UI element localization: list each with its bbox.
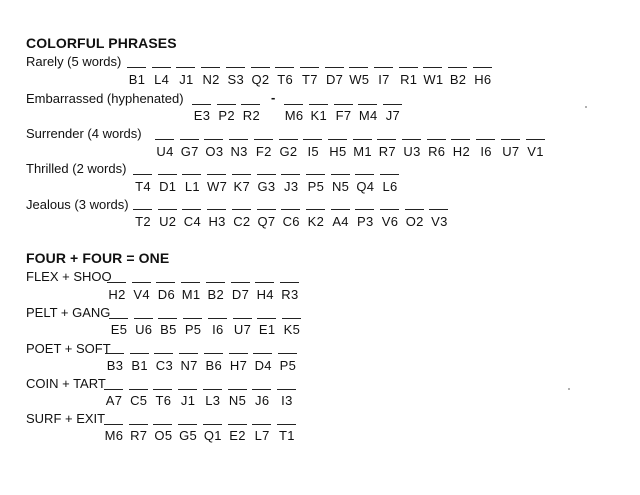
letter-code: B1 bbox=[128, 72, 146, 87]
letter-code: I7 bbox=[378, 72, 390, 87]
answer-blank bbox=[427, 139, 446, 140]
clue-label-rarely: Rarely (5 words) bbox=[26, 54, 122, 69]
letter-code: T4 bbox=[135, 179, 151, 194]
letter-code: M1 bbox=[181, 287, 201, 302]
letter-code: B3 bbox=[106, 358, 124, 373]
letter-code: R6 bbox=[428, 144, 446, 159]
answer-blank bbox=[133, 174, 152, 175]
answer-blank bbox=[232, 174, 251, 175]
answer-blank bbox=[280, 282, 299, 283]
answer-blank bbox=[153, 424, 172, 425]
answer-blank bbox=[107, 282, 126, 283]
answer-blank bbox=[423, 67, 442, 68]
answer-blank bbox=[217, 104, 236, 105]
letter-code: A7 bbox=[105, 393, 123, 408]
letter-code: U6 bbox=[135, 322, 153, 337]
answer-blank bbox=[277, 389, 296, 390]
letter-code: J1 bbox=[179, 72, 194, 87]
answer-blank bbox=[277, 424, 296, 425]
letter-code: Q2 bbox=[251, 72, 270, 87]
letter-code: L4 bbox=[154, 72, 170, 87]
letter-code: B5 bbox=[160, 322, 177, 337]
answer-blank bbox=[129, 389, 148, 390]
answer-blank bbox=[182, 174, 201, 175]
letter-code: V4 bbox=[133, 287, 150, 302]
answer-blank bbox=[331, 209, 350, 210]
letter-code: M4 bbox=[358, 108, 378, 123]
answer-blank bbox=[180, 139, 199, 140]
answer-blank bbox=[182, 209, 201, 210]
answer-blank bbox=[105, 353, 124, 354]
answer-blank bbox=[207, 174, 226, 175]
answer-blank bbox=[204, 353, 223, 354]
letter-code: E1 bbox=[258, 322, 276, 337]
letter-code: E5 bbox=[110, 322, 128, 337]
letter-code: D4 bbox=[254, 358, 272, 373]
letter-code: B2 bbox=[449, 72, 467, 87]
letter-code: K5 bbox=[283, 322, 301, 337]
section-title-four-plus-four: FOUR + FOUR = ONE bbox=[26, 250, 170, 266]
letter-code: I6 bbox=[480, 144, 492, 159]
letter-code: N5 bbox=[331, 179, 350, 194]
clue-label-pelt-gang: PELT + GANG bbox=[26, 305, 111, 320]
letter-code: C6 bbox=[282, 214, 300, 229]
clue-label-thrilled: Thrilled (2 words) bbox=[26, 161, 127, 176]
letter-code: C2 bbox=[233, 214, 251, 229]
answer-blank bbox=[129, 424, 148, 425]
letter-code: D7 bbox=[231, 287, 250, 302]
answer-blank bbox=[232, 209, 251, 210]
answer-blank bbox=[152, 67, 171, 68]
answer-blank bbox=[181, 282, 200, 283]
letter-code: G3 bbox=[257, 179, 276, 194]
answer-blank bbox=[255, 282, 274, 283]
letter-code: U7 bbox=[502, 144, 520, 159]
answer-blank bbox=[155, 139, 174, 140]
clue-label-embarrassed: Embarrassed (hyphenated) bbox=[26, 91, 184, 106]
letter-code: I5 bbox=[307, 144, 319, 159]
letter-code: O5 bbox=[154, 428, 173, 443]
answer-blank bbox=[380, 209, 399, 210]
answer-blank bbox=[257, 318, 276, 319]
letter-code: J3 bbox=[284, 179, 299, 194]
answer-blank bbox=[284, 104, 303, 105]
letter-code: L7 bbox=[254, 428, 270, 443]
answer-blank bbox=[104, 389, 123, 390]
hyphen-separator: - bbox=[271, 90, 276, 105]
answer-blank bbox=[154, 353, 173, 354]
answer-blank bbox=[501, 139, 520, 140]
letter-code: L3 bbox=[205, 393, 221, 408]
answer-blank bbox=[300, 67, 319, 68]
answer-blank bbox=[281, 174, 300, 175]
letter-code: R1 bbox=[400, 72, 418, 87]
answer-blank bbox=[133, 209, 152, 210]
letter-code: N2 bbox=[202, 72, 220, 87]
answer-blank bbox=[201, 67, 220, 68]
letter-code: C5 bbox=[130, 393, 148, 408]
letter-code: V6 bbox=[381, 214, 399, 229]
answer-blank bbox=[241, 104, 260, 105]
answer-blank bbox=[233, 318, 252, 319]
answer-blank bbox=[275, 67, 294, 68]
answer-blank bbox=[252, 424, 271, 425]
answer-blank bbox=[380, 174, 399, 175]
answer-blank bbox=[405, 209, 424, 210]
letter-code: W1 bbox=[423, 72, 444, 87]
letter-code: Q1 bbox=[203, 428, 222, 443]
answer-blank bbox=[451, 139, 470, 140]
letter-code: F7 bbox=[335, 108, 352, 123]
answer-blank bbox=[156, 282, 175, 283]
letter-code: M6 bbox=[104, 428, 124, 443]
answer-blank bbox=[153, 389, 172, 390]
answer-blank bbox=[178, 424, 197, 425]
answer-blank bbox=[192, 104, 211, 105]
answer-blank bbox=[257, 174, 276, 175]
answer-blank bbox=[355, 174, 374, 175]
answer-blank bbox=[253, 353, 272, 354]
letter-code: H3 bbox=[208, 214, 226, 229]
letter-code: J6 bbox=[255, 393, 270, 408]
letter-code: D1 bbox=[159, 179, 177, 194]
answer-blank bbox=[208, 318, 227, 319]
scan-speck bbox=[585, 106, 587, 108]
answer-blank bbox=[355, 209, 374, 210]
answer-blank bbox=[328, 139, 347, 140]
letter-code: R7 bbox=[130, 428, 148, 443]
answer-blank bbox=[383, 104, 402, 105]
answer-blank bbox=[229, 139, 248, 140]
letter-code: P2 bbox=[218, 108, 235, 123]
letter-code: U4 bbox=[156, 144, 174, 159]
letter-code: J1 bbox=[180, 393, 196, 408]
clue-label-surrender: Surrender (4 words) bbox=[26, 126, 142, 141]
letter-code: M1 bbox=[353, 144, 372, 159]
letter-code: P5 bbox=[279, 358, 297, 373]
letter-code: V3 bbox=[431, 214, 448, 229]
answer-blank bbox=[377, 139, 396, 140]
letter-code: C3 bbox=[155, 358, 173, 373]
letter-code: P5 bbox=[307, 179, 325, 194]
letter-code: C4 bbox=[183, 214, 201, 229]
answer-blank bbox=[229, 353, 248, 354]
answer-blank bbox=[448, 67, 467, 68]
letter-code: B2 bbox=[207, 287, 225, 302]
letter-code: H2 bbox=[452, 144, 470, 159]
answer-blank bbox=[204, 139, 223, 140]
letter-code: F2 bbox=[255, 144, 272, 159]
answer-blank bbox=[134, 318, 153, 319]
letter-code: R2 bbox=[242, 108, 260, 123]
letter-code: N5 bbox=[228, 393, 247, 408]
letter-code: Q4 bbox=[356, 179, 375, 194]
letter-code: P3 bbox=[357, 214, 374, 229]
answer-blank bbox=[178, 389, 197, 390]
answer-blank bbox=[334, 104, 353, 105]
letter-code: T1 bbox=[279, 428, 295, 443]
letter-code: J7 bbox=[385, 108, 401, 123]
answer-blank bbox=[526, 139, 545, 140]
letter-code: R3 bbox=[281, 287, 299, 302]
clue-label-coin-tart: COIN + TART bbox=[26, 376, 106, 391]
letter-code: H7 bbox=[229, 358, 248, 373]
answer-blank bbox=[251, 67, 270, 68]
answer-blank bbox=[399, 67, 418, 68]
answer-blank bbox=[281, 209, 300, 210]
letter-code: O2 bbox=[405, 214, 424, 229]
letter-code: E2 bbox=[229, 428, 246, 443]
answer-blank bbox=[203, 389, 222, 390]
letter-code: T7 bbox=[302, 72, 318, 87]
letter-code: H4 bbox=[256, 287, 274, 302]
answer-blank bbox=[349, 67, 368, 68]
answer-blank bbox=[309, 104, 328, 105]
letter-code: Q7 bbox=[257, 214, 276, 229]
section-title-colorful-phrases: COLORFUL PHRASES bbox=[26, 35, 177, 51]
letter-code: V1 bbox=[527, 144, 544, 159]
letter-code: L6 bbox=[382, 179, 398, 194]
answer-blank bbox=[257, 209, 276, 210]
answer-blank bbox=[282, 318, 301, 319]
letter-code: W5 bbox=[349, 72, 370, 87]
answer-blank bbox=[429, 209, 448, 210]
letter-code: A4 bbox=[332, 214, 349, 229]
letter-code: R7 bbox=[378, 144, 396, 159]
clue-label-flex-shoo: FLEX + SHOO bbox=[26, 269, 112, 284]
answer-blank bbox=[158, 174, 177, 175]
letter-code: H5 bbox=[329, 144, 347, 159]
answer-blank bbox=[183, 318, 202, 319]
letter-code: B1 bbox=[131, 358, 148, 373]
letter-code: D7 bbox=[325, 72, 344, 87]
answer-blank bbox=[132, 282, 151, 283]
clue-label-poet-soft: POET + SOFT bbox=[26, 341, 111, 356]
scan-speck bbox=[568, 388, 570, 390]
answer-blank bbox=[476, 139, 495, 140]
letter-code: G2 bbox=[279, 144, 298, 159]
answer-blank bbox=[331, 174, 350, 175]
answer-blank bbox=[127, 67, 146, 68]
answer-blank bbox=[358, 104, 377, 105]
letter-code: K1 bbox=[310, 108, 328, 123]
answer-blank bbox=[252, 389, 271, 390]
answer-blank bbox=[203, 424, 222, 425]
answer-blank bbox=[374, 67, 393, 68]
answer-blank bbox=[206, 282, 225, 283]
answer-blank bbox=[353, 139, 372, 140]
answer-blank bbox=[104, 424, 123, 425]
letter-code: K2 bbox=[307, 214, 325, 229]
letter-code: I3 bbox=[281, 393, 293, 408]
answer-blank bbox=[303, 139, 322, 140]
answer-blank bbox=[254, 139, 273, 140]
answer-blank bbox=[130, 353, 149, 354]
letter-code: L1 bbox=[184, 179, 200, 194]
letter-code: S3 bbox=[227, 72, 245, 87]
answer-blank bbox=[306, 209, 325, 210]
letter-code: M6 bbox=[284, 108, 304, 123]
answer-blank bbox=[109, 318, 128, 319]
letter-code: W7 bbox=[207, 179, 228, 194]
letter-code: T6 bbox=[277, 72, 294, 87]
letter-code: T6 bbox=[155, 393, 172, 408]
answer-blank bbox=[158, 209, 177, 210]
letter-code: P5 bbox=[184, 322, 202, 337]
letter-code: N3 bbox=[230, 144, 248, 159]
letter-code: D6 bbox=[157, 287, 175, 302]
letter-code: U2 bbox=[159, 214, 177, 229]
answer-blank bbox=[278, 353, 297, 354]
letter-code: T2 bbox=[135, 214, 151, 229]
letter-code: U7 bbox=[233, 322, 252, 337]
answer-blank bbox=[176, 67, 195, 68]
letter-code: I6 bbox=[212, 322, 224, 337]
answer-blank bbox=[226, 67, 245, 68]
answer-blank bbox=[158, 318, 177, 319]
answer-blank bbox=[179, 353, 198, 354]
answer-blank bbox=[228, 424, 247, 425]
answer-blank bbox=[279, 139, 298, 140]
answer-blank bbox=[207, 209, 226, 210]
letter-code: N7 bbox=[180, 358, 198, 373]
answer-blank bbox=[402, 139, 421, 140]
answer-blank bbox=[306, 174, 325, 175]
letter-code: U3 bbox=[403, 144, 421, 159]
letter-code: E3 bbox=[193, 108, 211, 123]
letter-code: O3 bbox=[205, 144, 224, 159]
letter-code: K7 bbox=[233, 179, 251, 194]
letter-code: H2 bbox=[108, 287, 126, 302]
answer-blank bbox=[228, 389, 247, 390]
answer-blank bbox=[231, 282, 250, 283]
answer-blank bbox=[325, 67, 344, 68]
answer-blank bbox=[473, 67, 492, 68]
clue-label-jealous: Jealous (3 words) bbox=[26, 197, 129, 212]
letter-code: G7 bbox=[180, 144, 199, 159]
letter-code: B6 bbox=[205, 358, 223, 373]
letter-code: H6 bbox=[474, 72, 492, 87]
clue-label-surf-exit: SURF + EXIT bbox=[26, 411, 106, 426]
letter-code: G5 bbox=[179, 428, 198, 443]
